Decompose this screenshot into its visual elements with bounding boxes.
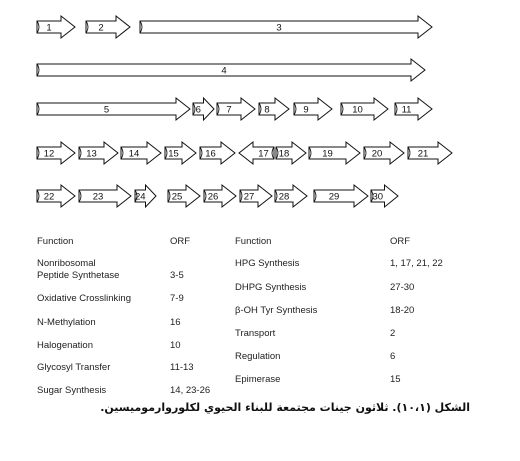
right-function-3: β-OH Tyr Synthesis — [235, 305, 318, 316]
gene-arrow-shape — [309, 142, 360, 164]
gene-arrow — [193, 98, 214, 120]
gene-arrow-shape — [395, 98, 432, 120]
left-orf-4: 10 — [170, 340, 181, 351]
gene-label: 15 — [168, 148, 179, 160]
gene-arrow-shape — [79, 142, 118, 164]
right-function-1: HPG Synthesis — [235, 258, 300, 269]
gene-cluster-map — [0, 0, 520, 225]
gene-arrow — [200, 142, 235, 164]
gene-arrow-shape — [217, 98, 255, 120]
right-orf-5: 6 — [390, 351, 396, 362]
right-function-6: Epimerase — [235, 374, 281, 385]
gene-label: 25 — [171, 191, 183, 203]
left-function-6: Sugar Synthesis — [37, 385, 107, 396]
left-function-2: Oxidative Crosslinking — [37, 293, 131, 304]
left-function-5: Glycosyl Transfer — [37, 362, 111, 373]
gene-arrow-shape — [408, 142, 452, 164]
left-function-3: N-Methylation — [37, 317, 96, 328]
gene-label: 13 — [86, 148, 97, 160]
right-function-4: Transport — [235, 328, 276, 339]
right-orf-header: ORF — [390, 236, 411, 247]
gene-arrow-shape — [37, 59, 425, 81]
gene-arrow — [37, 142, 75, 164]
gene-arrow — [140, 16, 432, 38]
left-orf-6: 14, 23-26 — [170, 385, 211, 396]
gene-label: 11 — [401, 104, 412, 116]
gene-label: 2 — [98, 22, 104, 34]
gene-arrow — [37, 16, 75, 38]
right-orf-3: 18-20 — [390, 305, 415, 316]
left-function-1: Nonribosomal Peptide Synthetase — [37, 258, 120, 281]
gene-arrow — [240, 185, 272, 207]
right-orf-1: 1, 17, 21, 22 — [390, 258, 443, 269]
gene-label: 10 — [352, 104, 363, 116]
gene-arrow — [395, 98, 432, 120]
gene-label: 3 — [276, 22, 282, 34]
left-orf-3: 16 — [170, 317, 181, 328]
gene-arrow-shape — [37, 98, 190, 120]
gene-arrow — [121, 142, 161, 164]
gene-label: 26 — [207, 191, 219, 203]
gene-arrow — [217, 98, 255, 120]
gene-label: 24 — [135, 191, 146, 203]
gene-arrow — [314, 185, 368, 207]
gene-arrow — [204, 185, 236, 207]
gene-arrow — [276, 142, 306, 164]
gene-arrow-shape — [341, 98, 388, 120]
gene-arrow — [135, 185, 156, 207]
gene-label: 6 — [195, 104, 201, 116]
right-function-5: Regulation — [235, 351, 281, 362]
gene-label: 5 — [103, 104, 110, 116]
gene-arrow-shape — [121, 142, 161, 164]
gene-arrow-shape — [37, 185, 75, 207]
gene-arrow — [168, 185, 200, 207]
gene-label: 23 — [92, 191, 104, 203]
gene-arrow — [79, 185, 131, 207]
gene-label: 28 — [278, 191, 290, 203]
gene-arrow — [165, 142, 196, 164]
gene-arrow — [79, 142, 118, 164]
gene-arrow — [364, 142, 404, 164]
gene-label: 18 — [278, 148, 290, 160]
gene-label: 22 — [43, 191, 55, 203]
left-function-header: Function — [37, 236, 74, 247]
right-function-2: DHPG Synthesis — [235, 282, 307, 293]
gene-label: 17 — [258, 148, 269, 160]
gene-arrow-shape — [37, 16, 75, 38]
gene-arrow — [37, 185, 75, 207]
left-orf-5: 11-13 — [170, 362, 194, 373]
gene-arrow — [239, 142, 274, 164]
right-orf-6: 15 — [390, 374, 401, 385]
gene-label: 27 — [243, 191, 255, 203]
gene-arrow — [408, 142, 452, 164]
gene-label: 1 — [46, 22, 52, 34]
gene-arrow-shape — [86, 16, 130, 38]
gene-arrow — [37, 98, 190, 120]
gene-label: 12 — [43, 148, 55, 160]
gene-arrow — [37, 59, 425, 81]
gene-label: 8 — [264, 104, 270, 116]
gene-arrow — [275, 185, 307, 207]
gene-arrow — [341, 98, 388, 120]
gene-label: 21 — [417, 148, 429, 160]
left-orf-2: 7-9 — [170, 293, 184, 304]
gene-label: 30 — [372, 191, 384, 203]
gene-label: 19 — [322, 148, 333, 160]
gene-label: 9 — [303, 104, 309, 116]
right-orf-2: 27-30 — [390, 282, 415, 293]
right-orf-4: 2 — [390, 328, 396, 339]
right-function-header: Function — [235, 236, 272, 247]
gene-label: 4 — [221, 65, 227, 77]
left-orf-header: ORF — [170, 236, 191, 247]
gene-arrow-shape — [79, 185, 131, 207]
gene-arrow — [371, 185, 398, 207]
gene-arrow — [259, 98, 289, 120]
gene-arrow-shape — [364, 142, 404, 164]
gene-arrow-shape — [140, 16, 432, 38]
gene-label: 7 — [226, 104, 232, 116]
left-orf-1: 3-5 — [170, 270, 184, 281]
gene-arrow-shape — [294, 98, 332, 120]
gene-label: 14 — [128, 148, 140, 160]
gene-arrow — [86, 16, 130, 38]
gene-label: 20 — [371, 148, 383, 160]
left-function-4: Halogenation — [37, 340, 93, 351]
gene-arrow-shape — [37, 142, 75, 164]
figure-caption: الشكل (١٠،١). ثلاثون جينات مجتمعة للبناء الحيوي لكلوروارموميسين. — [100, 401, 470, 414]
gene-arrow-shape — [314, 185, 368, 207]
gene-label: 29 — [328, 191, 340, 203]
gene-arrow — [294, 98, 332, 120]
gene-arrow — [309, 142, 360, 164]
gene-label: 16 — [205, 148, 216, 160]
